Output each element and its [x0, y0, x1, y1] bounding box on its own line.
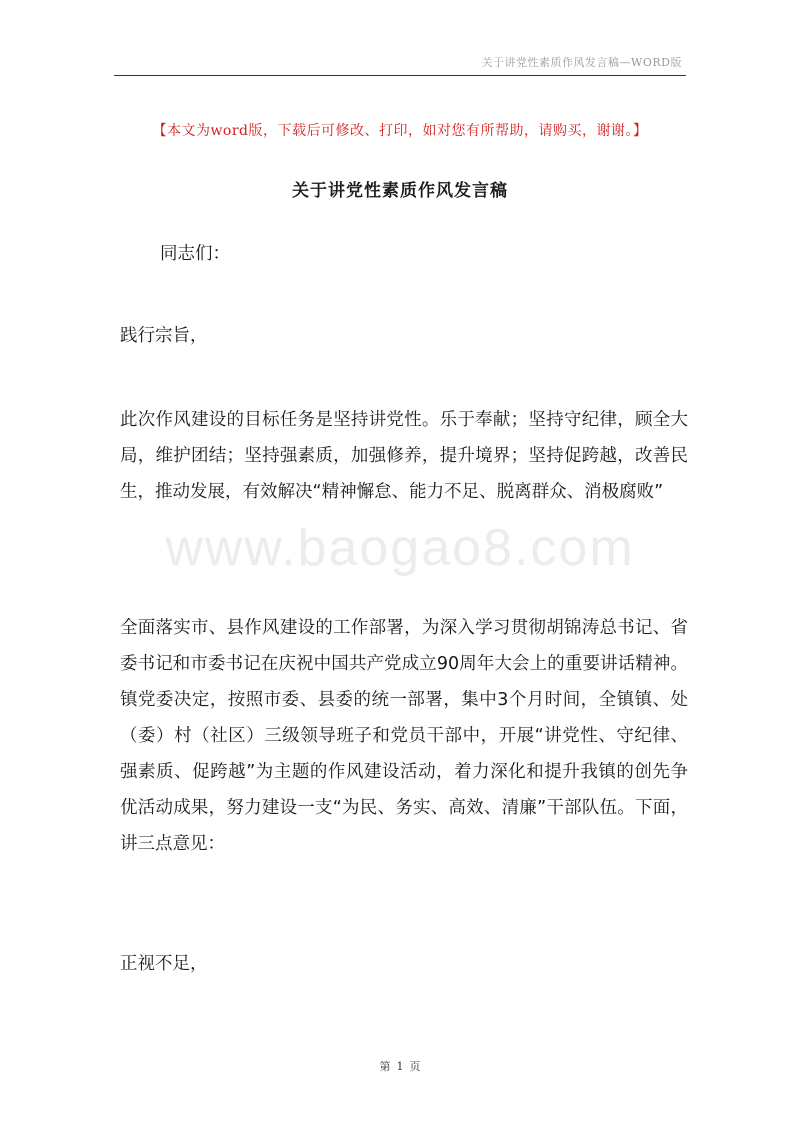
section-heading-1: 践行宗旨，: [120, 326, 208, 346]
page-number: 1: [396, 1060, 404, 1073]
document-title: 关于讲党性素质作风发言稿: [292, 181, 508, 201]
salutation: 同志们：: [160, 244, 230, 264]
header-divider: [114, 75, 686, 76]
page-label-prefix: 第: [379, 1060, 391, 1073]
page-label-suffix: 页: [409, 1060, 421, 1073]
page-footer: [0, 1058, 800, 1074]
body-paragraph-2: 全面落实市、县作风建设的工作部署，为深入学习贯彻胡锦涛总书记、省委书记和市委书记在庆祝中国共产党成立90周年大会上的重要讲话精神。镇党委决定，按照市委、县委的统一部署，集中3个月时间，全镇镇、处（委）村（社区）三级领导班子和党员干部中，开展“讲党性、守纪律、强素质、促跨越”为主题的作风建设活动，着力深化和提升我镇的创先争优活动成果，努力建设一支“为民、务实、高效、清廉”干部队伍。下面，讲三点意见：: [120, 618, 688, 854]
purchase-notice: 【本文为word版，下载后可修改、打印，如对您有所帮助，请购买，谢谢。】: [152, 123, 648, 139]
running-header: 关于讲党性素质作风发言稿—WORD版: [481, 56, 682, 69]
section-heading-2: 正视不足，: [120, 954, 208, 974]
watermark: www.baogao8.com: [165, 519, 635, 577]
body-paragraph-1: 此次作风建设的目标任务是坚持讲党性。乐于奉献；坚持守纪律，顾全大局，维护团结；坚持强素质，加强修养，提升境界；坚持促跨越，改善民生，推动发展，有效解决“精神懈怠、能力不足、脱离群众、消极腐败”: [120, 410, 688, 502]
